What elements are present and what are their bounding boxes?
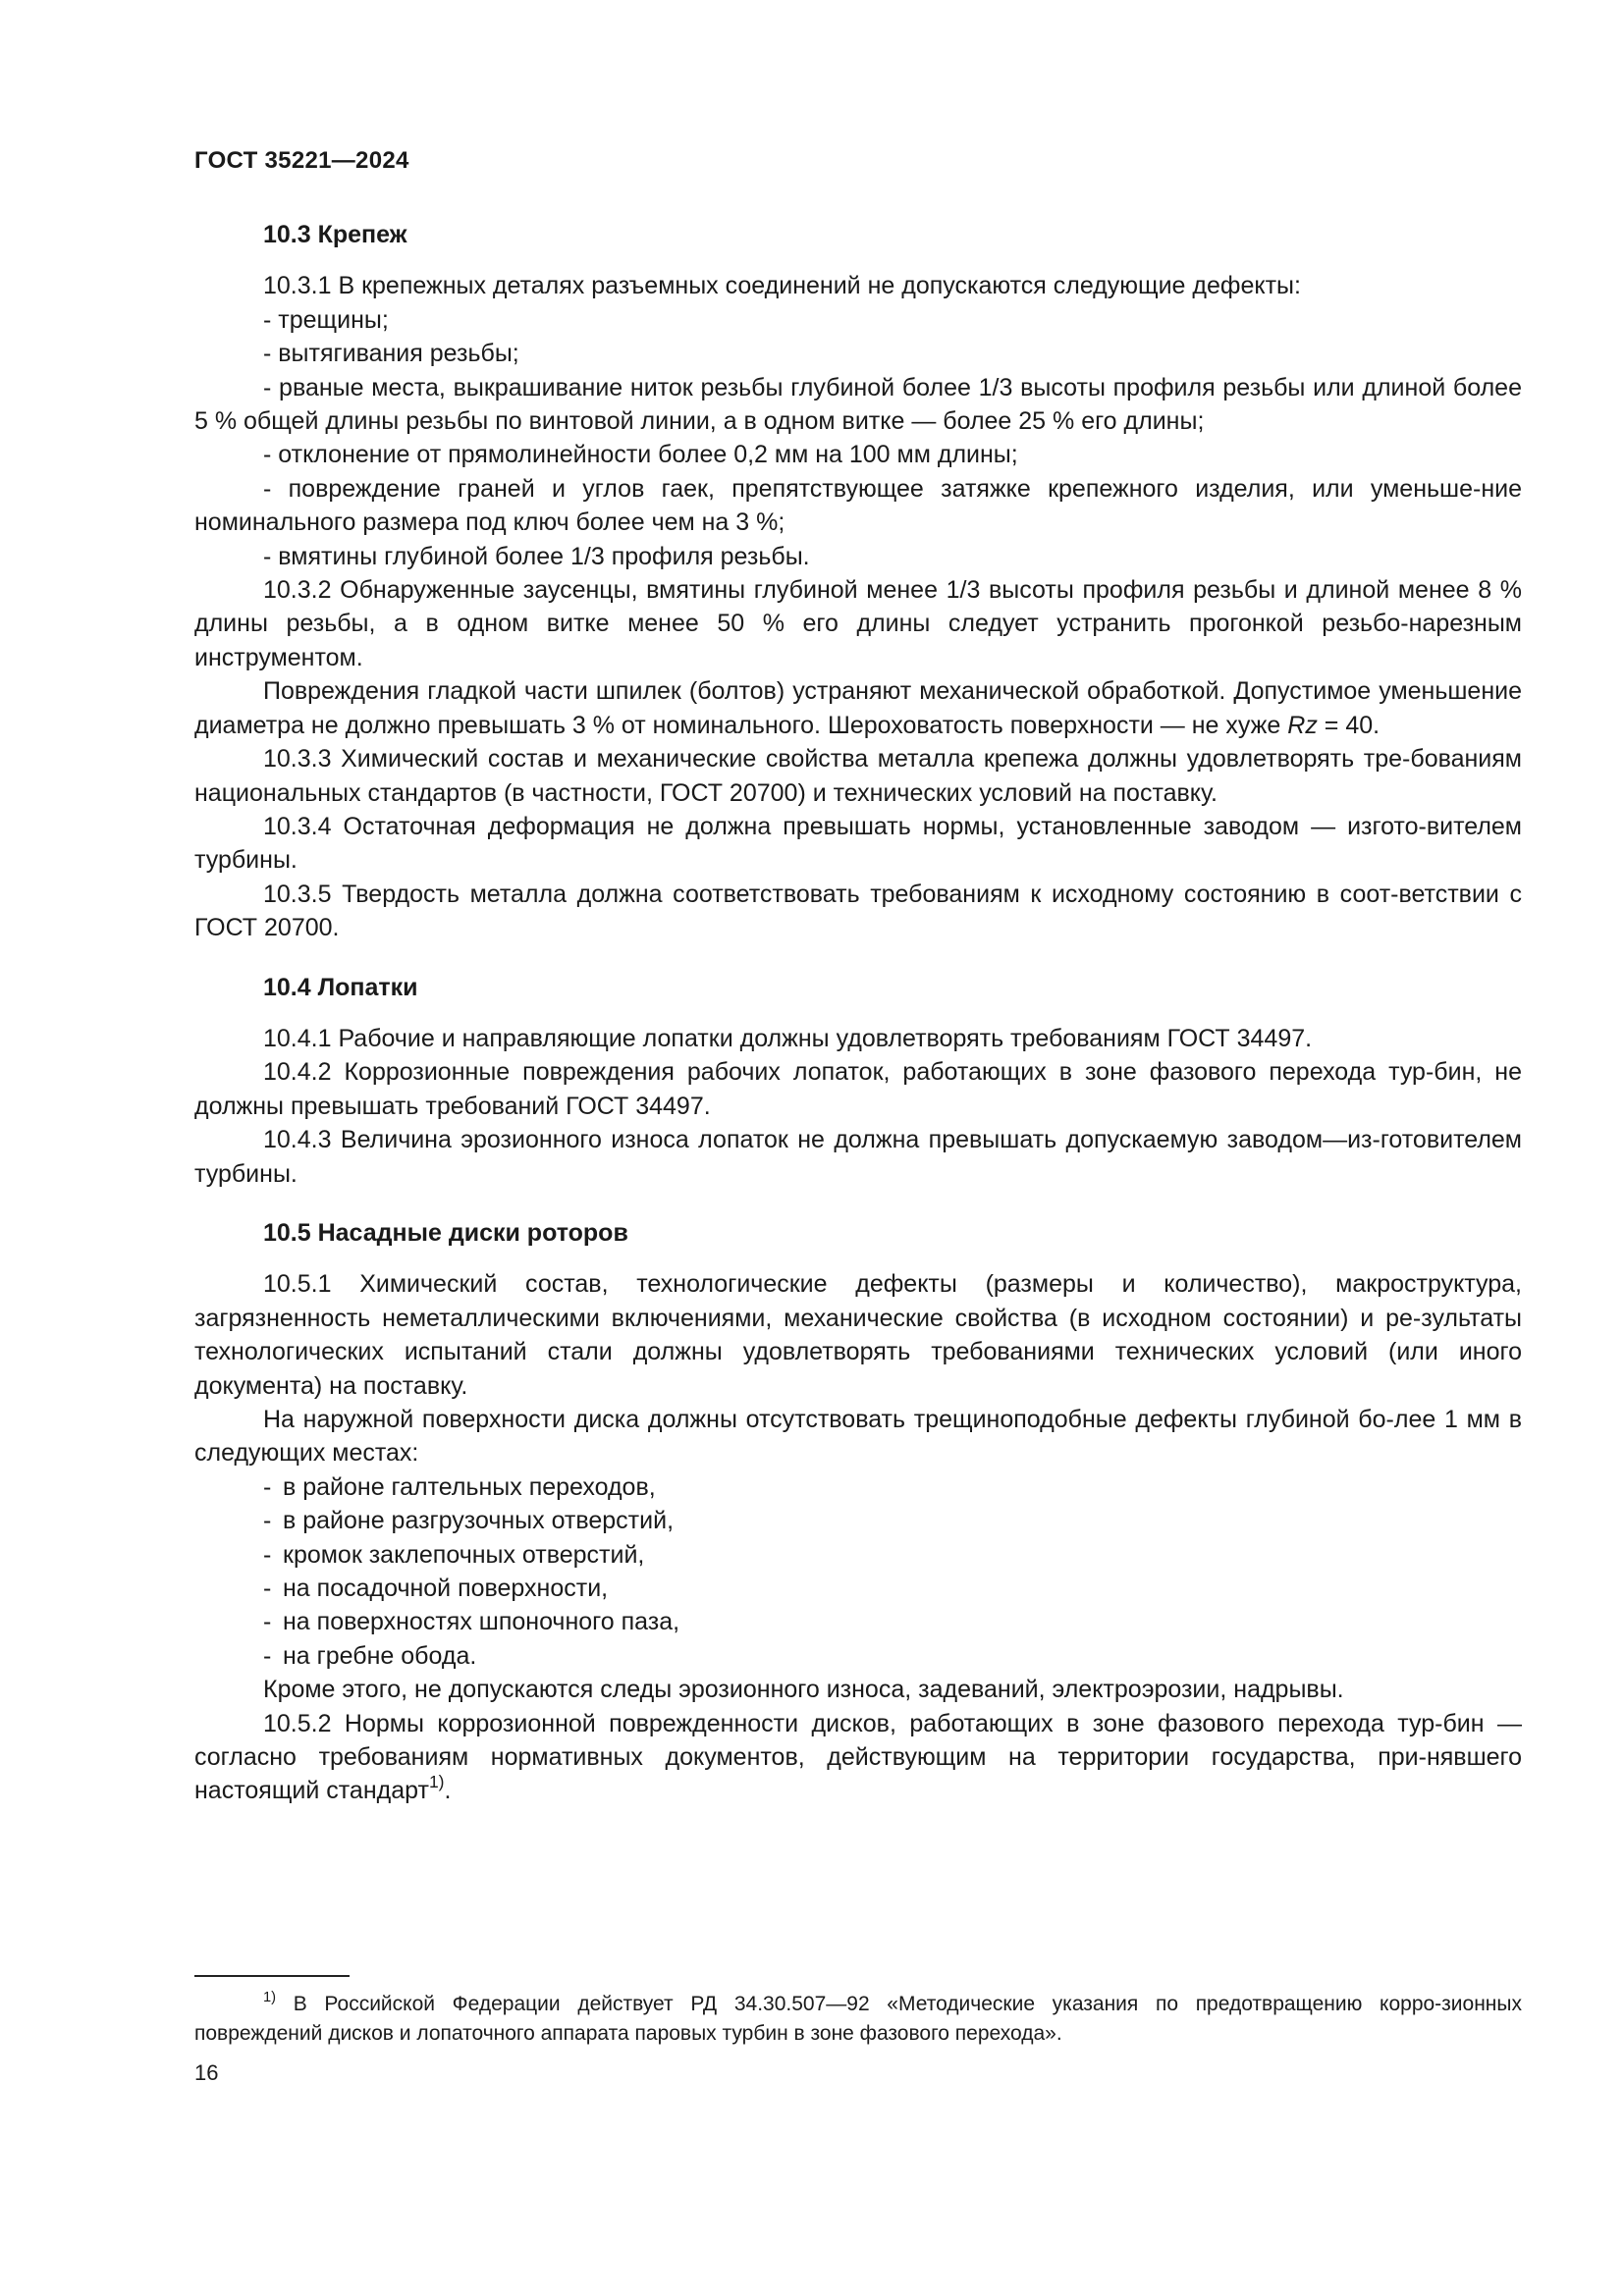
footnote-divider bbox=[194, 1975, 350, 1977]
paragraph bbox=[194, 1707, 1522, 1808]
paragraph: 10.3.1 В крепежных деталях разъемных соединений не допускаются следующие дефекты: bbox=[263, 272, 1301, 300]
list-dash: - bbox=[263, 1641, 272, 1670]
paragraph: 10.3.3 Химический состав и механические свойства металла крепежа должны удовлетворять тре-бованиям национальных стандартов (в частности, ГОСТ 20700) и технических условий на поставку. bbox=[194, 745, 1522, 807]
list-item-text: в районе разгрузочных отверстий, bbox=[283, 1507, 675, 1535]
list-dash: - bbox=[263, 1472, 272, 1501]
paragraph: - трещины; bbox=[263, 305, 389, 334]
list-dash: - bbox=[263, 1540, 272, 1569]
roughness-variable: Rz bbox=[1287, 711, 1318, 739]
paragraph bbox=[194, 674, 1522, 742]
paragraph: Кроме этого, не допускаются следы эрозионного износа, задеваний, электроэрозии, надрывы. bbox=[263, 1676, 1344, 1704]
list-item-text: кромок заклепочных отверстий, bbox=[283, 1540, 645, 1569]
document-header: ГОСТ 35221—2024 bbox=[194, 147, 409, 174]
paragraph: - отклонение от прямолинейности более 0,2 мм на 100 мм длины; bbox=[263, 441, 1018, 469]
paragraph-text: . bbox=[444, 1777, 452, 1805]
section-heading: 10.3 Крепеж bbox=[263, 221, 407, 248]
paragraph: 10.4.3 Величина эрозионного износа лопаток не должна превышать допускаемую заводом—из-готовителем турбины. bbox=[194, 1126, 1522, 1188]
list-item bbox=[194, 1504, 1522, 1537]
list-dash: - bbox=[263, 1575, 272, 1603]
list-dash: - bbox=[263, 1608, 272, 1636]
paragraph: 10.3.4 Остаточная деформация не должна превышать нормы, установленные заводом — изгото-вителем турбины. bbox=[194, 812, 1522, 875]
list-item bbox=[194, 1605, 1522, 1638]
list-item-text: в районе галтельных переходов, bbox=[283, 1472, 656, 1501]
footnote bbox=[194, 1990, 1522, 2049]
list-item-text: на гребне обода. bbox=[283, 1641, 477, 1670]
paragraph: - вмятины глубиной более 1/3 профиля резьбы. bbox=[263, 542, 810, 570]
footnote-marker: 1) bbox=[263, 1989, 277, 2005]
paragraph-text: Повреждения гладкой части шпилек (болтов) устраняют механической обработкой. Допустимое уменьшение диаметра не должно превышать 3 % от номинального. Шероховатость поверхности — не хуже bbox=[194, 677, 1522, 739]
paragraph: На наружной поверхности диска должны отсутствовать трещиноподобные дефекты глубиной бо-лее 1 мм в следующих местах: bbox=[194, 1406, 1522, 1468]
list-item-text: на посадочной поверхности, bbox=[283, 1575, 609, 1603]
section-heading: 10.4 Лопатки bbox=[263, 973, 418, 1001]
paragraph: 10.4.2 Коррозионные повреждения рабочих лопаток, работающих в зоне фазового перехода тур-бин, не должны превышать требований ГОСТ 34497. bbox=[194, 1058, 1522, 1120]
paragraph-text: 10.5.2 Нормы коррозионной поврежденности дисков, работающих в зоне фазового перехода тур-бин — согласно требованиям нормативных документов, действующим на территории государства, при-нявшего настоящий стандарт bbox=[194, 1709, 1522, 1805]
paragraph: - вытягивания резьбы; bbox=[263, 340, 519, 368]
document-body bbox=[194, 218, 1522, 1808]
list-item bbox=[194, 1639, 1522, 1673]
paragraph: 10.4.1 Рабочие и направляющие лопатки должны удовлетворять требованиям ГОСТ 34497. bbox=[263, 1024, 1313, 1052]
list-item bbox=[194, 1538, 1522, 1572]
page-number: 16 bbox=[194, 2060, 219, 2085]
paragraph: 10.3.5 Твердость металла должна соответствовать требованиям к исходному состоянию в соот-ветствии с ГОСТ 20700. bbox=[194, 880, 1522, 942]
paragraph: 10.5.1 Химический состав, технологические дефекты (размеры и количество), макроструктура, загрязненность неметаллическими включениями, механические свойства (в исходном состоянии) и ре-зультаты технологических испытаний стали должны удовлетворять требованиями технических условий (или иного документа) на поставку. bbox=[194, 1270, 1522, 1400]
list-item-text: на поверхностях шпоночного паза, bbox=[283, 1608, 680, 1636]
paragraph: 10.3.2 Обнаруженные заусенцы, вмятины глубиной менее 1/3 высоты профиля резьбы и длиной менее 8 % длины резьбы, а в одном витке менее 50 % его длины следует устранить прогонкой резьбо-нарезным инструментом. bbox=[194, 576, 1522, 671]
paragraph: - повреждение граней и углов гаек, препятствующее затяжке крепежного изделия, или уменьше-ние номинального размера под ключ более чем на 3 %; bbox=[194, 474, 1522, 537]
section-heading: 10.5 Насадные диски роторов bbox=[263, 1218, 628, 1247]
footnote-text: В Российской Федерации действует РД 34.30.507—92 «Методические указания по предотвращению корро-зионных повреждений дисков и лопаточного аппарата паровых турбин в зоне фазового перехода». bbox=[194, 1993, 1522, 2045]
paragraph-text: = 40. bbox=[1317, 711, 1380, 739]
paragraph: - рваные места, выкрашивание ниток резьбы глубиной более 1/3 высоты профиля резьбы или длиной более 5 % общей длины резьбы по винтовой линии, а в одном витке — более 25 % его длины; bbox=[194, 373, 1522, 436]
list-dash: - bbox=[263, 1507, 272, 1535]
list-item bbox=[194, 1572, 1522, 1605]
footnote-reference: 1) bbox=[428, 1772, 445, 1792]
list-item bbox=[194, 1470, 1522, 1504]
